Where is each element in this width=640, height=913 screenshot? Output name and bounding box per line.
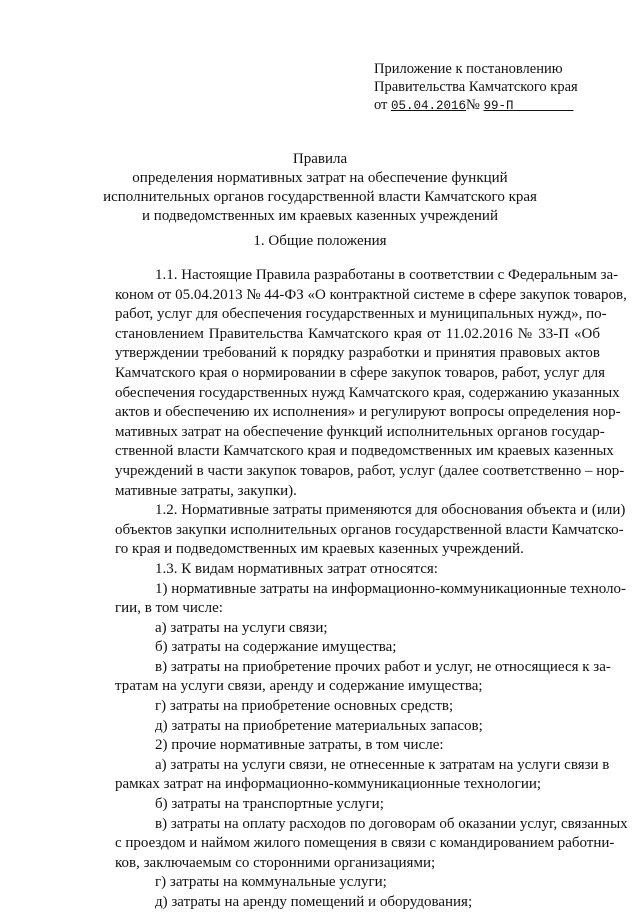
body-line: рамках затрат на информационно-коммуникационные технологии; (115, 776, 542, 793)
body-line: а) затраты на услуги связи, не отнесенные к затратам на услуги связи в (155, 756, 610, 773)
body-line: объектов закупки исполнительных органов государственной власти Камчатско- (115, 521, 624, 538)
body-line: а) затраты на услуги связи; (155, 619, 328, 636)
body-line: ственной власти Камчатского края и подведомственных им краевых казенных (115, 443, 614, 460)
body-line: мативные затраты, закупки). (115, 482, 297, 499)
body-line: гии, в том числе: (115, 600, 223, 617)
annex-line-1: Приложение к постановлению (374, 61, 563, 77)
body-line: актов и обеспечению их исполнения» и регулируют вопросы определения нор- (115, 404, 621, 421)
body-line: г) затраты на коммунальные услуги; (155, 874, 387, 891)
annex-line-2: Правительства Камчатского края (374, 79, 578, 95)
annex-number: 99-П (483, 99, 514, 113)
title-line-1: Правила (292, 151, 348, 167)
title-line-2: определения нормативных затрат на обеспечение функций (132, 170, 508, 186)
body-line: 1.1. Настоящие Правила разработаны в соответствии с Федеральным за- (155, 267, 619, 283)
body-line: 1.3. К видам нормативных затрат относятся: (155, 560, 438, 577)
body-line: мативных затрат на обеспечение функций исполнительных органов государ- (115, 423, 605, 440)
body-line: тратам на услуги связи, аренду и содержание имущества; (115, 678, 483, 695)
body-line: 1.2. Нормативные затраты применяются для обоснования объекта и (или) (155, 502, 626, 519)
document-title (0, 150, 640, 226)
body-line: 1) нормативные затраты на информационно-коммуникационные техноло- (155, 580, 627, 597)
annex-date: 05.04.2016 (391, 99, 467, 113)
body-line: Камчатского края о нормировании в сфере закупок товаров, работ, услуг для (115, 364, 606, 381)
body-line: с проездом и наймом жилого помещения в связи с командированием работни- (115, 835, 615, 852)
body-line: д) затраты на приобретение материальных запасов; (155, 717, 483, 734)
body-text (115, 266, 628, 913)
annex-no-label: № (466, 97, 480, 113)
body-line: становлением Правительства Камчатского края от 11.02.2016 № 33-П «Об (115, 325, 600, 342)
body-line: обеспечения государственных нужд Камчатского края, содержанию указанных (115, 384, 620, 401)
body-line: го края и подведомственных им краевых казенных учреждений. (115, 541, 524, 558)
annex-from-label: от (374, 97, 388, 113)
body-line: в) затраты на оплату расходов по договорам об оказании услуг, связанных (155, 815, 628, 832)
body-line: г) затраты на приобретение основных средств; (155, 698, 454, 715)
body-line: д) затраты на аренду помещений и оборудования; (155, 894, 473, 910)
body-line: 2) прочие нормативные затраты, в том числе: (155, 737, 444, 754)
title-line-3: исполнительных органов государственной власти Камчатского края (103, 189, 537, 205)
section-heading: 1. Общие положения (253, 233, 387, 249)
body-line: учреждений в части закупок товаров, работ, услуг (далее соответственно – нор- (115, 462, 625, 479)
annex-block (374, 60, 578, 115)
body-line: б) затраты на содержание имущества; (155, 639, 397, 656)
body-line: б) затраты на транспортные услуги; (155, 796, 384, 813)
annex-date-line (374, 96, 578, 115)
body-line: ков, заключаемым со сторонними организациями; (115, 854, 436, 871)
body-line: коном от 05.04.2013 № 44-ФЗ «О контрактной системе в сфере закупок товаров, (115, 286, 627, 303)
title-line-4: и подведомственных им краевых казенных учреждений (142, 208, 498, 224)
body-line: в) затраты на приобретение прочих работ и услуг, не относящиеся к за- (155, 658, 611, 675)
body-line: утверждении требований к порядку разработки и принятия правовых актов (115, 345, 600, 362)
body-line: работ, услуг для обеспечения государственных и муниципальных нужд», по- (115, 306, 607, 323)
